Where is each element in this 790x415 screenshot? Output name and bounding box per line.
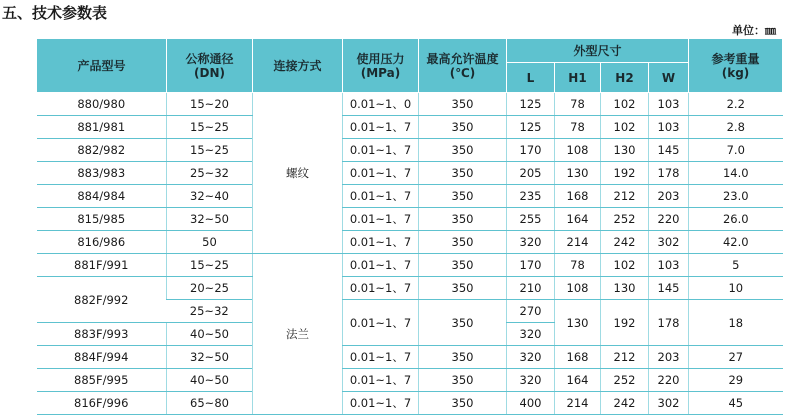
cell-H1: 168: [555, 346, 601, 369]
cell-H2: 192: [601, 162, 649, 185]
cell-L: 320: [507, 369, 555, 392]
header-pressure: [343, 39, 419, 93]
cell-temp: 350: [419, 116, 507, 139]
cell-model: 816/986: [37, 231, 167, 254]
cell-W: 220: [649, 208, 689, 231]
cell-weight: 2.2: [689, 93, 783, 116]
cell-L: 125: [507, 116, 555, 139]
cell-dn: 15~20: [167, 93, 253, 116]
cell-L: 170: [507, 139, 555, 162]
cell-pressure: 0.01~1、7: [343, 231, 419, 254]
cell-L: 255: [507, 208, 555, 231]
cell-weight: 5: [689, 254, 783, 277]
cell-H1: 130: [555, 162, 601, 185]
cell-H1: 78: [555, 116, 601, 139]
cell-H2: 102: [601, 254, 649, 277]
header-temp-unit: (℃): [449, 65, 476, 80]
cell-H1: 130: [555, 300, 601, 346]
table-row: [37, 162, 783, 185]
cell-dn: 50: [167, 231, 253, 254]
cell-H1: 78: [555, 93, 601, 116]
cell-dn: 25~32: [167, 162, 253, 185]
cell-W: 178: [649, 300, 689, 346]
cell-model: 883/983: [37, 162, 167, 185]
cell-weight: 23.0: [689, 185, 783, 208]
cell-pressure: 0.01~1、7: [343, 185, 419, 208]
table-row: [37, 93, 783, 116]
cell-dn: 15~25: [167, 254, 253, 277]
cell-H1: 78: [555, 254, 601, 277]
cell-W: 145: [649, 277, 689, 300]
cell-weight: 27: [689, 346, 783, 369]
table-row: [37, 185, 783, 208]
cell-dn: 25~32: [167, 300, 253, 323]
section-title: 五、技术参数表: [2, 4, 108, 22]
header-pressure-label: 使用压力: [356, 51, 405, 66]
cell-dn: 65~80: [167, 392, 253, 415]
cell-pressure: 0.01~1、7: [343, 139, 419, 162]
header-H2: H2: [601, 63, 649, 93]
cell-temp: 350: [419, 139, 507, 162]
cell-model: 882/982: [37, 139, 167, 162]
cell-temp: 350: [419, 346, 507, 369]
cell-model: 883F/993: [37, 323, 167, 346]
cell-H1: 164: [555, 369, 601, 392]
cell-pressure: 0.01~1、7: [343, 392, 419, 415]
cell-H2: 252: [601, 369, 649, 392]
header-temp-label: 最高允许温度: [426, 51, 499, 66]
header-weight-label: 参考重量: [711, 51, 760, 66]
cell-W: 302: [649, 231, 689, 254]
cell-W: 220: [649, 369, 689, 392]
cell-L: 320: [507, 231, 555, 254]
header-dn-unit: (DN): [194, 65, 225, 80]
cell-H1: 164: [555, 208, 601, 231]
cell-model: 884F/994: [37, 346, 167, 369]
cell-H1: 214: [555, 231, 601, 254]
cell-connection-threaded: 螺纹: [253, 93, 343, 254]
cell-pressure: 0.01~1、7: [343, 116, 419, 139]
cell-pressure: 0.01~1、0: [343, 93, 419, 116]
header-weight-unit: (kg): [721, 65, 750, 80]
cell-pressure: 0.01~1、7: [343, 346, 419, 369]
cell-temp: 350: [419, 277, 507, 300]
cell-H2: 102: [601, 116, 649, 139]
cell-L: 170: [507, 254, 555, 277]
cell-temp: 350: [419, 162, 507, 185]
cell-dn: 32~50: [167, 346, 253, 369]
cell-H2: 130: [601, 277, 649, 300]
cell-L: 210: [507, 277, 555, 300]
table-row: [37, 116, 783, 139]
header-pressure-unit: (MPa): [360, 65, 401, 80]
table-row: [37, 208, 783, 231]
cell-W: 203: [649, 346, 689, 369]
cell-model: 816F/996: [37, 392, 167, 415]
cell-temp: 350: [419, 392, 507, 415]
cell-H2: 242: [601, 231, 649, 254]
cell-L: 320: [507, 346, 555, 369]
header-temp: [419, 39, 507, 93]
cell-model: 881/981: [37, 116, 167, 139]
header-dims: 外型尺寸: [507, 39, 689, 63]
header-dn: [167, 39, 253, 93]
table-row: [37, 346, 783, 369]
header-connection: 连接方式: [253, 39, 343, 93]
cell-weight: 26.0: [689, 208, 783, 231]
cell-H1: 214: [555, 392, 601, 415]
header-H1: H1: [555, 63, 601, 93]
cell-H1: 168: [555, 185, 601, 208]
cell-W: 203: [649, 185, 689, 208]
cell-L: 205: [507, 162, 555, 185]
cell-W: 302: [649, 392, 689, 415]
cell-W: 178: [649, 162, 689, 185]
cell-dn: 40~50: [167, 323, 253, 346]
cell-H2: 212: [601, 346, 649, 369]
cell-weight: 14.0: [689, 162, 783, 185]
table-row: [37, 392, 783, 415]
cell-temp: 350: [419, 231, 507, 254]
cell-temp: 350: [419, 208, 507, 231]
table-row: [37, 139, 783, 162]
cell-H2: 192: [601, 300, 649, 346]
cell-dn: 32~50: [167, 208, 253, 231]
cell-pressure: 0.01~1、7: [343, 300, 419, 346]
cell-model: 881F/991: [37, 254, 167, 277]
cell-weight: 10: [689, 277, 783, 300]
cell-L-b: 320: [507, 323, 555, 346]
cell-model: 884/984: [37, 185, 167, 208]
cell-W: 103: [649, 93, 689, 116]
header-dn-label: 公称通径: [185, 51, 234, 66]
cell-L: 235: [507, 185, 555, 208]
cell-W: 103: [649, 254, 689, 277]
unit-label: 单位：㎜: [732, 24, 776, 37]
cell-L-a: 270: [507, 300, 555, 323]
header-W: W: [649, 63, 689, 93]
cell-temp: 350: [419, 185, 507, 208]
header-weight: [689, 39, 783, 93]
cell-temp: 350: [419, 254, 507, 277]
table-row: [37, 231, 783, 254]
cell-model: 882F/992: [37, 277, 167, 323]
cell-pressure: 0.01~1、7: [343, 162, 419, 185]
cell-H2: 252: [601, 208, 649, 231]
table-row: [37, 369, 783, 392]
cell-dn: 32~40: [167, 185, 253, 208]
cell-L: 125: [507, 93, 555, 116]
cell-L: 400: [507, 392, 555, 415]
cell-temp: 350: [419, 300, 507, 346]
cell-connection-flanged: 法兰: [253, 254, 343, 415]
cell-dn: 40~50: [167, 369, 253, 392]
header-model: 产品型号: [37, 39, 167, 93]
cell-H2: 212: [601, 185, 649, 208]
cell-dn: 15~25: [167, 139, 253, 162]
cell-model: 885F/995: [37, 369, 167, 392]
cell-model: 880/980: [37, 93, 167, 116]
cell-pressure: 0.01~1、7: [343, 208, 419, 231]
spec-table: [36, 38, 783, 415]
table-row: [37, 277, 783, 300]
cell-weight: 18: [689, 300, 783, 346]
cell-H1: 108: [555, 139, 601, 162]
cell-W: 103: [649, 116, 689, 139]
header-L: L: [507, 63, 555, 93]
cell-H2: 242: [601, 392, 649, 415]
table-row: [37, 254, 783, 277]
cell-weight: 45: [689, 392, 783, 415]
cell-H1: 108: [555, 277, 601, 300]
cell-dn: 15~25: [167, 116, 253, 139]
cell-weight: 2.8: [689, 116, 783, 139]
cell-W: 145: [649, 139, 689, 162]
cell-temp: 350: [419, 369, 507, 392]
cell-dn: 20~25: [167, 277, 253, 300]
cell-weight: 29: [689, 369, 783, 392]
cell-pressure: 0.01~1、7: [343, 369, 419, 392]
cell-H2: 102: [601, 93, 649, 116]
cell-model: 815/985: [37, 208, 167, 231]
cell-H2: 130: [601, 139, 649, 162]
cell-weight: 7.0: [689, 139, 783, 162]
cell-temp: 350: [419, 93, 507, 116]
cell-weight: 42.0: [689, 231, 783, 254]
cell-pressure: 0.01~1、7: [343, 254, 419, 277]
cell-pressure: 0.01~1、7: [343, 277, 419, 300]
